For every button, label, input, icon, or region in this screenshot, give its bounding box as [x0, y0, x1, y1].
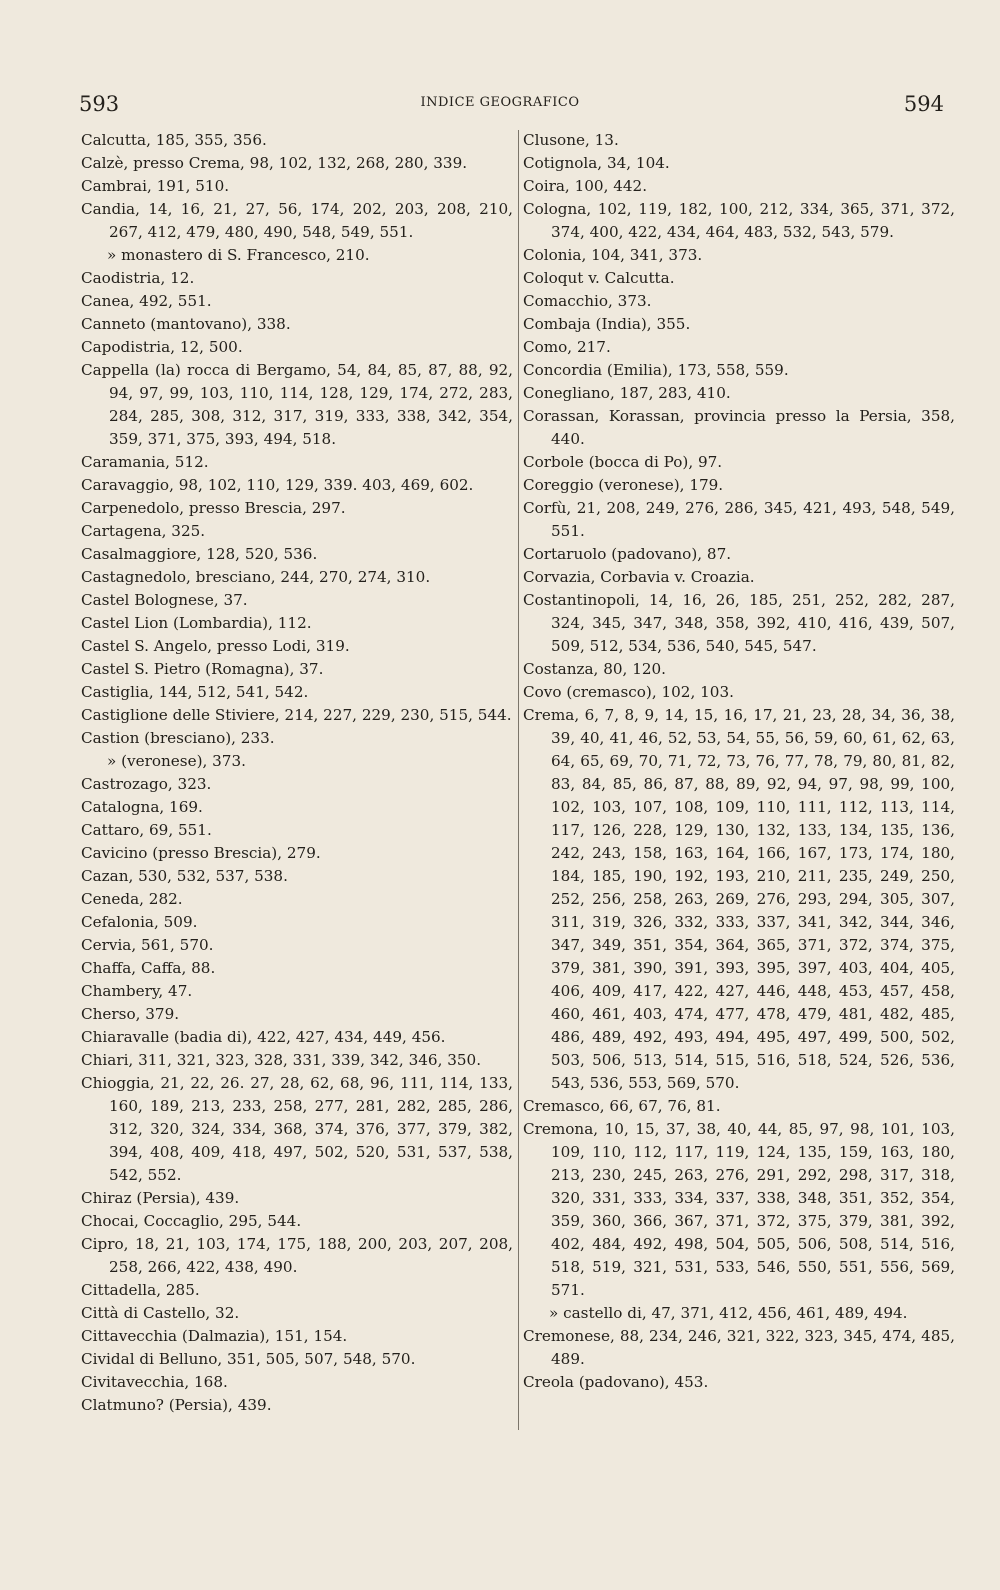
index-entry: Calzè, presso Crema, 98, 102, 132, 268, 280, 339. — [81, 154, 468, 172]
index-entry: Castel Bolognese, 37. — [81, 591, 248, 609]
index-entry: Coira, 100, 442. — [523, 177, 648, 195]
index-entry: Clatmuno? (Persia), 439. — [81, 1396, 272, 1414]
index-entry: Cremasco, 66, 67, 76, 81. — [523, 1097, 721, 1115]
index-entry: Cremona, 10, 15, 37, 38, 40, 44, 85, 97, 98, 101, 103, 109, 110, 112, 117, 119, 124, 135, 159, 163, 180, 213, 230, 245, 263, 276, 291, 292, 298, 317, 318, 320, 331, 333, 334, 337, 338, 348, 351, 352, 354, 359, 360, 366, 367, 371, 372, 375, 379, 381, 392, 402, 484, 492, 498, 504, 505, 506, 508, 514, 516, 518, 519, 321, 531, 533, 546, 550, 551, 556, 569, 571. — [523, 1120, 955, 1299]
index-entry: Cervia, 561, 570. — [81, 936, 214, 954]
right-column — [523, 129, 955, 1394]
index-entry: Cappella (la) rocca di Bergamo, 54, 84, 85, 87, 88, 92, 94, 97, 99, 103, 110, 114, 128, 129, 174, 272, 283, 284, 285, 308, 312, 317, 319, 333, 338, 342, 354, 359, 371, 375, 393, 494, 518. — [81, 361, 513, 448]
index-entry: Canea, 492, 551. — [81, 292, 212, 310]
index-entry: Cambrai, 191, 510. — [81, 177, 230, 195]
index-entry: Chambery, 47. — [81, 982, 193, 1000]
index-entry: Carpenedolo, presso Brescia, 297. — [81, 499, 346, 517]
index-entry: Chaffa, Caffa, 88. — [81, 959, 216, 977]
index-entry: Caravaggio, 98, 102, 110, 129, 339. 403, 469, 602. — [81, 476, 474, 494]
index-entry: Civitavecchia, 168. — [81, 1373, 228, 1391]
index-entry: Cittadella, 285. — [81, 1281, 200, 1299]
index-entry: Casalmaggiore, 128, 520, 536. — [81, 545, 318, 563]
index-entry: Chioggia, 21, 22, 26. 27, 28, 62, 68, 96, 111, 114, 133, 160, 189, 213, 233, 258, 277, 281, 282, 285, 286, 312, 320, 324, 334, 368, 374, 376, 377, 379, 382, 394, 408, 409, 418, 497, 502, 520, 531, 537, 538, 542, 552. — [81, 1074, 513, 1184]
index-entry: Caramania, 512. — [81, 453, 209, 471]
index-entry: Corfù, 21, 208, 249, 276, 286, 345, 421, 493, 548, 549, 551. — [523, 499, 955, 540]
index-entry: Corbole (bocca di Po), 97. — [523, 453, 723, 471]
index-entry: Conegliano, 187, 283, 410. — [523, 384, 731, 402]
index-entry: Castrozago, 323. — [81, 775, 212, 793]
index-entry: Cortaruolo (padovano), 87. — [523, 545, 732, 563]
index-entry: Cartagena, 325. — [81, 522, 206, 540]
index-entry: Canneto (mantovano), 338. — [81, 315, 291, 333]
left-column — [81, 129, 513, 1417]
index-entry: Cremonese, 88, 234, 246, 321, 322, 323, 345, 474, 485, 489. — [523, 1327, 955, 1368]
running-header: INDICE GEOGRAFICO — [420, 95, 580, 110]
index-entry: Costantinopoli, 14, 16, 26, 185, 251, 252, 282, 287, 324, 345, 347, 348, 358, 392, 410, 416, 439, 507, 509, 512, 534, 536, 540, 545, 547. — [523, 591, 955, 655]
index-entry: Castel S. Angelo, presso Lodi, 319. — [81, 637, 350, 655]
index-entry: Cattaro, 69, 551. — [81, 821, 212, 839]
index-entry: Combaja (India), 355. — [523, 315, 691, 333]
index-entry: Cividal di Belluno, 351, 505, 507, 548, 570. — [81, 1350, 416, 1368]
index-entry: Crema, 6, 7, 8, 9, 14, 15, 16, 17, 21, 23, 28, 34, 36, 38, 39, 40, 41, 46, 52, 53, 54, 55, 56, 59, 60, 61, 62, 63, 64, 65, 69, 70, 71, 72, 73, 76, 77, 78, 79, 80, 81, 82, 83, 84, 85, 86, 87, 88, 89, 92, 94, 97, 98, 99, 100, 102, 103, 107, 108, 109, 110, 111, 112, 113, 114, 117, 126, 228, 129, 130, 132, 133, 134, 135, 136, 242, 243, 158, 163, 164, 166, 167, 173, 174, 180, 184, 185, 190, 192, 193, 210, 211, 235, 249, 250, 252, 256, 258, 263, 269, 276, 293, 294, 305, 307, 311, 319, 326, 332, 333, 337, 341, 342, 344, 346, 347, 349, 351, 354, 364, 365, 371, 372, 374, 375, 379, 381, 390, 391, 393, 395, 397, 403, 404, 405, 406, 409, 417, 422, 427, 446, 448, 453, 457, 458, 460, 461, 403, 474, 477, 478, 479, 481, 482, 485, 486, 489, 492, 493, 494, 495, 497, 499, 500, 502, 503, 506, 513, 514, 515, 516, 518, 524, 526, 536, 543, 536, 553, 569, 570. — [523, 706, 955, 1092]
page-number-left: 593 — [79, 92, 120, 116]
index-entry: Cittavecchia (Dalmazia), 151, 154. — [81, 1327, 348, 1345]
index-entry: Colonia, 104, 341, 373. — [523, 246, 703, 264]
index-entry: Catalogna, 169. — [81, 798, 203, 816]
index-entry: Cotignola, 34, 104. — [523, 154, 670, 172]
index-entry: Comacchio, 373. — [523, 292, 652, 310]
index-entry: Castel Lion (Lombardia), 112. — [81, 614, 312, 632]
index-entry: Castiglia, 144, 512, 541, 542. — [81, 683, 309, 701]
index-entry: Clusone, 13. — [523, 131, 619, 149]
index-entry: Ceneda, 282. — [81, 890, 183, 908]
index-entry: Città di Castello, 32. — [81, 1304, 240, 1322]
page-number-right: 594 — [903, 92, 944, 116]
index-entry: Caodistria, 12. — [81, 269, 195, 287]
index-entry: Cherso, 379. — [81, 1005, 180, 1023]
index-entry: Covo (cremasco), 102, 103. — [523, 683, 734, 701]
index-entry: Cazan, 530, 532, 537, 538. — [81, 867, 288, 885]
index-entry: Cavicino (presso Brescia), 279. — [81, 844, 321, 862]
index-entry: Calcutta, 185, 355, 356. — [81, 131, 267, 149]
index-entry: Concordia (Emilia), 173, 558, 559. — [523, 361, 789, 379]
index-entry: Castiglione delle Stiviere, 214, 227, 229, 230, 515, 544. — [81, 706, 512, 724]
index-entry: Castagnedolo, bresciano, 244, 270, 274, 310. — [81, 568, 431, 586]
index-entry: Capodistria, 12, 500. — [81, 338, 243, 356]
index-entry: » castello di, 47, 371, 412, 456, 461, 489, 494. — [549, 1304, 908, 1322]
index-entry: Chiraz (Persia), 439. — [81, 1189, 240, 1207]
index-entry: Cefalonia, 509. — [81, 913, 198, 931]
index-entry: Corvazia, Corbavia v. Croazia. — [523, 568, 755, 586]
index-entry: Coreggio (veronese), 179. — [523, 476, 724, 494]
index-entry: Chocai, Coccaglio, 295, 544. — [81, 1212, 302, 1230]
index-entry: Castion (bresciano), 233. — [81, 729, 275, 747]
index-entry: Cologna, 102, 119, 182, 100, 212, 334, 365, 371, 372, 374, 400, 422, 434, 464, 483, 532, 543, 579. — [523, 200, 955, 241]
index-entry: Candia, 14, 16, 21, 27, 56, 174, 202, 203, 208, 210, 267, 412, 479, 480, 490, 548, 549, 551. — [81, 200, 513, 241]
index-entry: Castel S. Pietro (Romagna), 37. — [81, 660, 324, 678]
index-entry: Cipro, 18, 21, 103, 174, 175, 188, 200, 203, 207, 208, 258, 266, 422, 438, 490. — [81, 1235, 513, 1276]
index-entry: Coloqut v. Calcutta. — [523, 269, 675, 287]
index-entry: » monastero di S. Francesco, 210. — [107, 246, 370, 264]
index-entry: Costanza, 80, 120. — [523, 660, 667, 678]
index-entry: Como, 217. — [523, 338, 611, 356]
column-divider — [518, 130, 519, 1430]
index-entry: Corassan, Korassan, provincia presso la Persia, 358, 440. — [523, 407, 955, 448]
index-entry: Chiari, 311, 321, 323, 328, 331, 339, 342, 346, 350. — [81, 1051, 482, 1069]
index-entry: » (veronese), 373. — [107, 752, 246, 770]
index-entry: Creola (padovano), 453. — [523, 1373, 709, 1391]
index-entry: Chiaravalle (badia di), 422, 427, 434, 449, 456. — [81, 1028, 446, 1046]
